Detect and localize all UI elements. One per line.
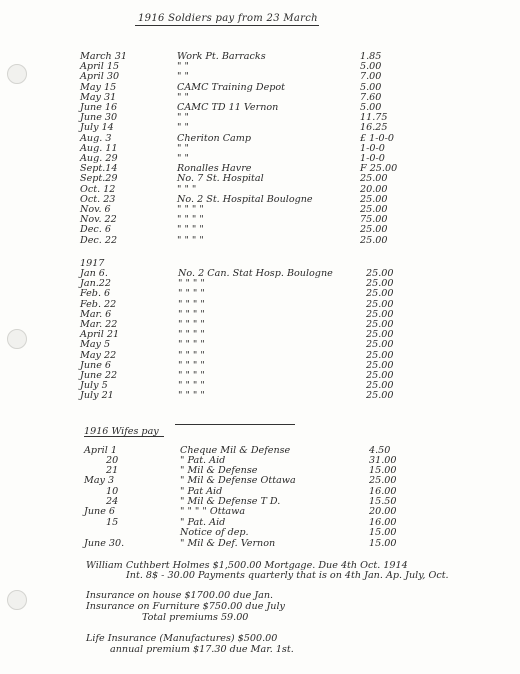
pay-date: Aug. 3 [80, 132, 112, 144]
wifes-pay-description: " Pat Aid [180, 486, 223, 497]
pay-amount: F 25.00 [360, 163, 398, 175]
wifes-pay-description: " Mil & Defense T D. [180, 496, 281, 507]
wifes-pay-amount: 15.00 [369, 527, 397, 538]
pay-amount: 7.00 [360, 71, 382, 83]
pay-date: June 30 [80, 112, 118, 124]
pay-date: Jan 6. [80, 268, 108, 279]
pay-location: " " " " [178, 380, 205, 392]
pay-date: Mar. 22 [80, 319, 118, 330]
pay-location: " " [177, 71, 189, 83]
pay-location: " " " " [178, 298, 205, 310]
pay-date: April 30 [80, 71, 120, 83]
pay-amount: £ 1-0-0 [360, 132, 394, 144]
pay-amount: 25.00 [360, 234, 388, 246]
life-insurance: Life Insurance (Manufactures) $500.00 [86, 633, 278, 644]
pay-date: June 6 [80, 359, 112, 371]
wifes-pay-description: " Pat. Aid [180, 517, 226, 528]
pay-date: May 5 [80, 339, 111, 351]
pay-amount: 25.00 [366, 308, 394, 320]
pay-location: Work Pt. Barracks [177, 51, 266, 62]
pay-date: March 31 [80, 51, 127, 62]
pay-date: April 15 [80, 61, 120, 73]
pay-date: July 21 [80, 390, 114, 402]
mortgage-line-1: William Cuthbert Holmes $1,500.00 Mortgage. Due 4th Oct. 1914 [86, 560, 408, 571]
page-title: 1916 Soldiers pay from 23 March [138, 13, 318, 24]
pay-amount: 25.00 [366, 359, 394, 371]
pay-date: Mar. 6 [80, 308, 112, 320]
pay-location: " " " " [178, 278, 205, 290]
pay-location: Cheriton Camp [177, 132, 252, 144]
pay-location: " " " " [178, 339, 205, 351]
pay-amount: 25.00 [366, 298, 394, 310]
pay-date: Nov. 22 [80, 214, 117, 226]
wifes-pay-date: 10 [106, 486, 119, 497]
pay-location: " " " " [178, 308, 205, 320]
pay-date: Sept.29 [80, 173, 118, 185]
pay-location: No. 2 St. Hospital Boulogne [177, 193, 313, 205]
wifes-pay-amount: 31.00 [369, 455, 397, 466]
wifes-pay-date: 24 [106, 496, 119, 507]
wifes-pay-description: " Pat. Aid [180, 455, 226, 466]
pay-location: " " " " [178, 349, 205, 361]
wifes-pay-description: " " " " Ottawa [180, 506, 246, 517]
pay-location: " " [177, 122, 189, 134]
wifes-pay-date: 21 [106, 465, 119, 476]
pay-date: Sept.14 [80, 163, 118, 175]
pay-amount: 25.00 [366, 288, 394, 300]
pay-amount: 25.00 [360, 193, 388, 205]
pay-amount: 75.00 [360, 214, 388, 226]
pay-date: Nov. 6 [80, 204, 111, 215]
pay-location: " " " " [178, 370, 205, 381]
pay-location: CAMC Training Depot [177, 81, 286, 93]
wifes-pay-amount: 4.50 [369, 445, 391, 456]
total-premiums: Total premiums 59.00 [142, 612, 249, 623]
pay-date: Aug. 11 [80, 142, 118, 154]
pay-date: July 14 [80, 122, 114, 134]
pay-amount: 25.00 [360, 204, 388, 215]
wifes-pay-date: 20 [106, 455, 119, 466]
pay-amount: 16.25 [360, 122, 388, 134]
pay-location: " " [177, 142, 189, 154]
pay-amount: 25.00 [366, 329, 394, 341]
wifes-pay-description: " Mil & Defense [180, 465, 258, 476]
punch-hole-icon [7, 329, 27, 349]
pay-location: " " [177, 61, 189, 73]
pay-amount: 5.00 [360, 61, 382, 73]
wifes-pay-amount: 25.00 [369, 475, 397, 486]
mortgage-line-2: Int. 8$ - 30.00 Payments quarterly that is on 4th Jan. Ap. July, Oct. [126, 570, 449, 581]
insurance-furniture: Insurance on Furniture $750.00 due July [86, 601, 285, 612]
pay-location: " " " " [177, 204, 204, 215]
pay-amount: 25.00 [366, 349, 394, 361]
year-1917-heading: 1917 [80, 258, 105, 269]
pay-date: Feb. 6 [80, 288, 111, 300]
pay-location: No. 7 St. Hospital [177, 173, 264, 185]
wifes-pay-date: 15 [106, 517, 119, 528]
pay-date: May 31 [80, 91, 117, 103]
pay-date: Jan.22 [80, 278, 112, 290]
wifes-pay-heading: 1916 Wifes pay [84, 426, 159, 437]
pay-location: " " " " [178, 359, 205, 371]
wifes-pay-amount: 20.00 [369, 506, 397, 517]
pay-location: " " " " [177, 224, 204, 236]
wifes-pay-amount: 15.00 [369, 538, 397, 549]
pay-location: " " [177, 91, 189, 103]
pay-date: July 5 [80, 380, 108, 392]
pay-amount: 1-0-0 [360, 153, 385, 164]
wifes-pay-underline [84, 436, 164, 437]
pay-date: May 15 [80, 81, 117, 93]
pay-amount: 25.00 [360, 173, 388, 185]
pay-date: May 22 [80, 349, 117, 361]
pay-amount: 5.00 [360, 102, 382, 113]
title-underline [135, 25, 319, 26]
pay-location: " " " " [178, 288, 205, 300]
pay-date: June 22 [80, 370, 118, 381]
punch-hole-icon [7, 64, 27, 84]
pay-date: Oct. 23 [80, 193, 116, 205]
wifes-pay-amount: 16.00 [369, 486, 397, 497]
annual-premium: annual premium $17.30 due Mar. 1st. [110, 644, 294, 655]
pay-location: " " [177, 112, 189, 124]
wifes-pay-amount: 16.00 [369, 517, 397, 528]
pay-amount: 25.00 [366, 339, 394, 351]
pay-location: No. 2 Can. Stat Hosp. Boulogne [178, 268, 333, 279]
pay-date: June 16 [80, 102, 118, 113]
wifes-pay-date: June 6 [84, 506, 116, 517]
wifes-pay-date: April 1 [84, 445, 117, 456]
pay-amount: 5.00 [360, 81, 382, 93]
pay-amount: 25.00 [366, 268, 394, 279]
pay-amount: 1.85 [360, 51, 382, 62]
pay-amount: 25.00 [360, 224, 388, 236]
wifes-pay-description: Cheque Mil & Defense [180, 445, 291, 456]
wifes-pay-date: May 3 [84, 475, 115, 486]
insurance-house: Insurance on house $1700.00 due Jan. [86, 590, 274, 601]
section-divider [175, 424, 295, 425]
pay-date: Dec. 6 [80, 224, 111, 236]
pay-amount: 1-0-0 [360, 142, 385, 154]
pay-amount: 25.00 [366, 319, 394, 330]
pay-amount: 25.00 [366, 370, 394, 381]
punch-hole-icon [7, 590, 27, 610]
pay-location: " " " " [178, 390, 205, 402]
pay-location: CAMC TD 11 Vernon [177, 102, 279, 113]
pay-location: " " " " [177, 234, 204, 246]
pay-location: " " [177, 153, 189, 164]
wifes-pay-amount: 15.00 [369, 465, 397, 476]
pay-date: April 21 [80, 329, 120, 341]
pay-date: Dec. 22 [80, 234, 118, 246]
pay-location: " " " " [177, 214, 204, 226]
wifes-pay-amount: 15.50 [369, 496, 397, 507]
pay-amount: 25.00 [366, 278, 394, 290]
pay-amount: 20.00 [360, 183, 388, 195]
wifes-pay-date: June 30. [84, 538, 125, 549]
pay-amount: 25.00 [366, 380, 394, 392]
pay-date: Feb. 22 [80, 298, 117, 310]
wifes-pay-description: Notice of dep. [180, 527, 249, 538]
pay-location: Ronalles Havre [177, 163, 252, 175]
wifes-pay-description: " Mil & Def. Vernon [180, 538, 276, 549]
pay-location: " " " " [178, 319, 205, 330]
wifes-pay-description: " Mil & Defense Ottawa [180, 475, 296, 486]
pay-location: " " " [177, 183, 197, 195]
pay-location: " " " " [178, 329, 205, 341]
pay-amount: 25.00 [366, 390, 394, 402]
pay-amount: 7.60 [360, 91, 382, 103]
pay-amount: 11.75 [360, 112, 388, 124]
pay-date: Aug. 29 [80, 153, 118, 164]
pay-date: Oct. 12 [80, 183, 116, 195]
